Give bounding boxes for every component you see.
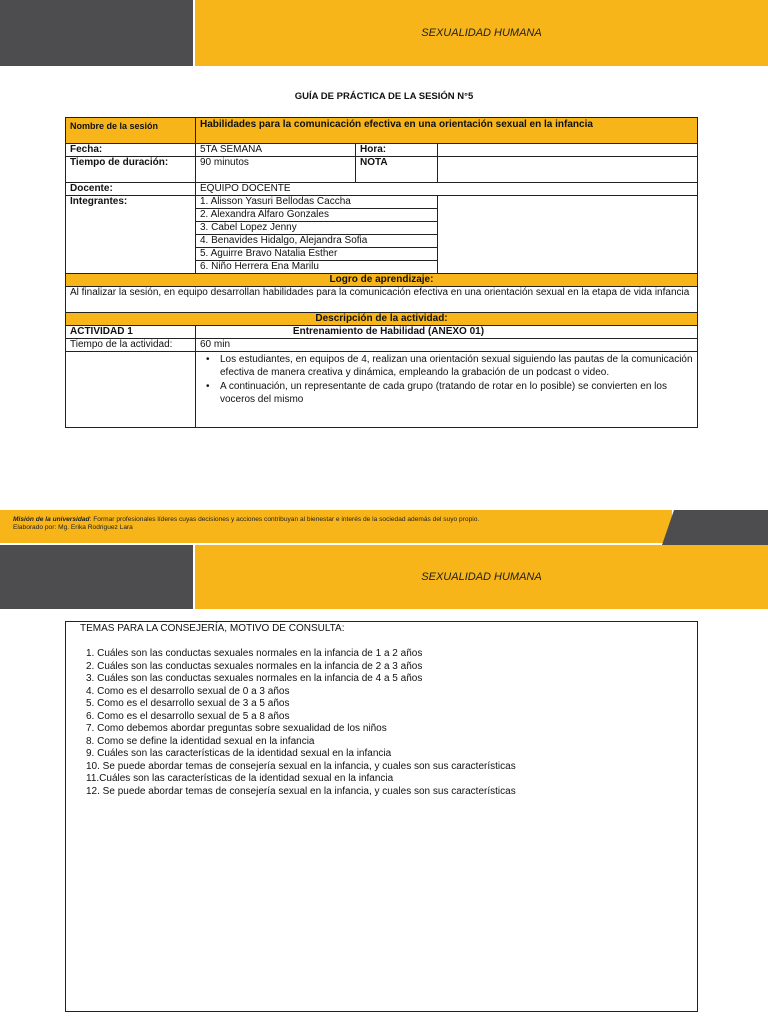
topic-item: 8. Como se define la identidad sexual en la infancia: [86, 735, 315, 747]
hora-label: Hora:: [356, 144, 438, 157]
topic-item: 11.Cuáles son las características de la identidad sexual en la infancia: [86, 773, 394, 784]
mission-label: Misión de la universidad: [13, 516, 90, 523]
course-title-2: SEXUALIDAD HUMANA: [421, 571, 542, 583]
tiempo-actividad-label: Tiempo de la actividad:: [66, 339, 196, 352]
topic-item: 7. Como debemos abordar preguntas sobre sexualidad de los niños: [86, 723, 387, 734]
session-name-value: Habilidades para la comunicación efectiva en una orientación sexual en la infancia: [196, 118, 698, 144]
topic-item: 2. Cuáles son las conductas sexuales normales en la infancia de 2 a 3 años: [86, 660, 423, 672]
activity-bullet: • A continuación, un representante de cada grupo (tratando de rotar en lo posible) se convierten en los voceros del mismo: [218, 381, 693, 406]
topic-item: 12. Se puede abordar temas de consejería sexual en la infancia, y cuales son sus características: [86, 785, 516, 797]
hora-value: [438, 144, 698, 157]
topic-item: 6. Como es el desarrollo sexual de 5 a 8 años: [86, 710, 290, 722]
activity-blank-cell: [66, 352, 196, 428]
session-table: [65, 117, 698, 428]
docente-value: EQUIPO DOCENTE: [196, 183, 698, 196]
fecha-label: Fecha:: [66, 144, 196, 157]
topic-item: 4. Como es el desarrollo sexual de 0 a 3 años: [86, 685, 290, 697]
duracion-label: Tiempo de duración:: [66, 157, 196, 183]
activity-bullets-cell: [196, 352, 698, 428]
header-dark-block-2: [0, 545, 193, 609]
footer-dark-block: [662, 510, 768, 545]
integrantes-label: Integrantes:: [66, 196, 196, 274]
integrante-item: 3. Cabel Lopez Jenny: [196, 222, 438, 235]
topic-item: 9. Cuáles son las características de la identidad sexual en la infancia: [86, 748, 392, 759]
header-course-banner-2: [195, 545, 768, 609]
course-title: SEXUALIDAD HUMANA: [421, 27, 542, 39]
topic-item: 1. Cuáles son las conductas sexuales normales en la infancia de 1 a 2 años: [86, 648, 423, 659]
activity-bullets: [200, 354, 693, 406]
nota-label: NOTA: [356, 157, 438, 183]
author-text: Elaborado por: Mg. Erika Rodriguez Lara: [13, 524, 133, 531]
guide-title: GUÍA DE PRÁCTICA DE LA SESIÓN N°5: [294, 91, 474, 102]
nota-value: [438, 157, 698, 183]
descripcion-heading: Descripción de la actividad:: [66, 313, 698, 326]
integrante-item: 6. Niño Herrera Ena Marilu: [196, 261, 438, 274]
header-course-banner: [195, 0, 768, 66]
tiempo-actividad-value: 60 min: [196, 339, 698, 352]
topic-item: 10. Se puede abordar temas de consejería sexual en la infancia, y cuales son sus características: [86, 760, 516, 772]
topics-title: TEMAS PARA LA CONSEJERÍA, MOTIVO DE CONSULTA:: [80, 623, 345, 634]
logro-text: Al finalizar la sesión, en equipo desarrollan habilidades para la comunicación efectiva en una orientación sexual en la etapa de vida infancia: [66, 287, 698, 313]
integrante-item: 1. Alisson Yasuri Bellodas Caccha: [196, 196, 438, 209]
fecha-value: 5TA SEMANA: [196, 144, 356, 157]
topics-list: [86, 648, 516, 798]
actividad-title: Entrenamiento de Habilidad (ANEXO 01): [196, 326, 698, 339]
topics-box: [65, 621, 698, 1012]
mission-text: : Formar profesionales líderes cuyas decisiones y acciones contribuyan al bienestar e interés de la sociedad además del suyo propio.: [89, 516, 480, 523]
session-name-label: Nombre de la sesión: [66, 118, 196, 144]
footer-text: [13, 516, 479, 532]
header-dark-block: [0, 0, 193, 66]
integrante-item: 2. Alexandra Alfaro Gonzales: [196, 209, 438, 222]
activity-bullet: • Los estudiantes, en equipos de 4, realizan una orientación sexual siguiendo las pautas de la comunicación efectiva de manera creativa y dinámica, empleando la grabación de un podcast o video.: [218, 354, 693, 379]
duracion-value: 90 minutos: [196, 157, 356, 183]
integrante-item: 4. Benavides Hidalgo, Alejandra Sofia: [196, 235, 438, 248]
integrante-item: 5. Aguirre Bravo Natalia Esther: [196, 248, 438, 261]
docente-label: Docente:: [66, 183, 196, 196]
actividad-label: ACTIVIDAD 1: [66, 326, 196, 339]
logro-heading: Logro de aprendizaje:: [66, 274, 698, 287]
topic-item: 3. Cuáles son las conductas sexuales normales en la infancia de 4 a 5 años: [86, 673, 423, 684]
topic-item: 5. Como es el desarrollo sexual de 3 a 5 años: [86, 698, 290, 709]
